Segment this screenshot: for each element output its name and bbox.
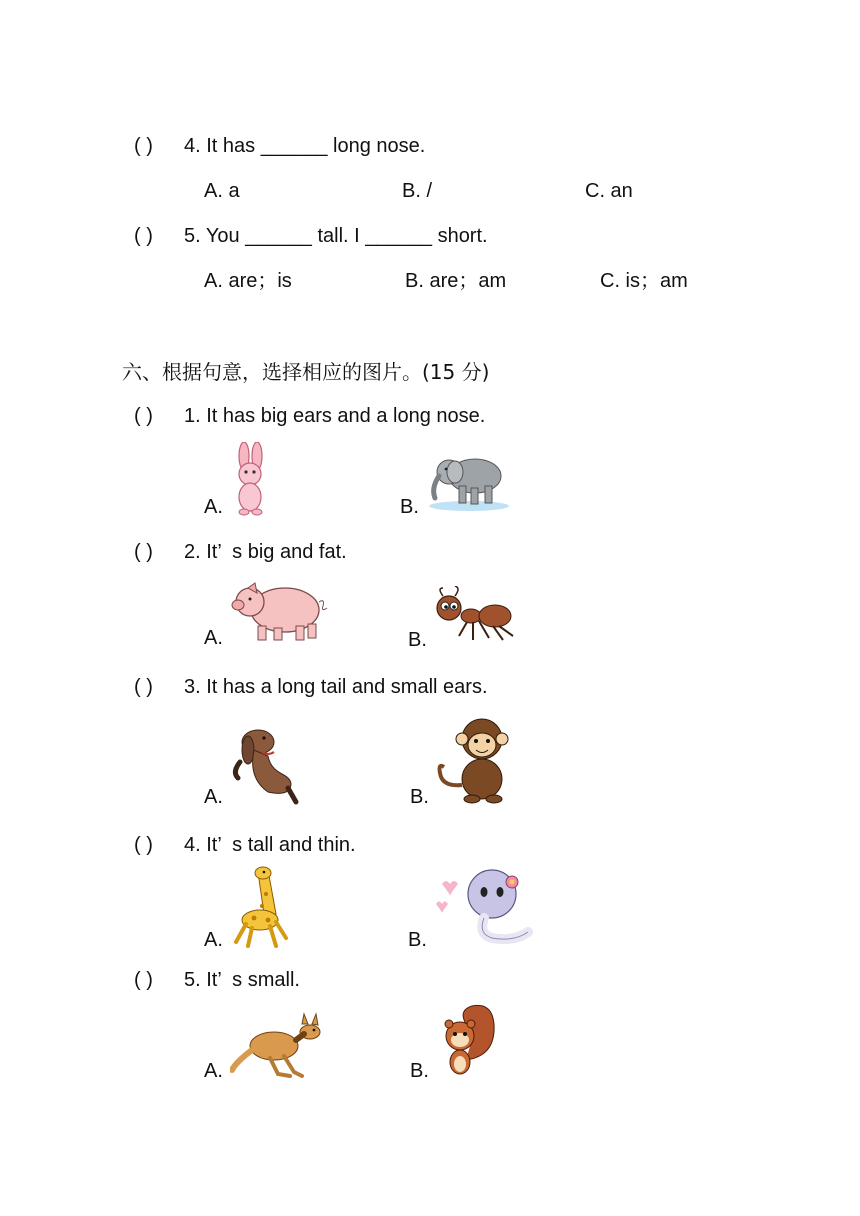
option-a-label: A. [204, 1060, 223, 1082]
giraffe-icon[interactable] [230, 864, 288, 948]
rabbit-icon[interactable] [230, 442, 270, 516]
option-b-label: B. [408, 629, 427, 651]
option-a-label: A. [204, 929, 223, 951]
option-c: C. is；am [600, 270, 688, 292]
monkey-icon[interactable] [436, 715, 514, 805]
answer-blank[interactable]: ( ) [134, 834, 153, 856]
dog-icon[interactable] [228, 722, 300, 806]
question-text: 5. It’ s small. [184, 969, 300, 991]
answer-blank[interactable]: ( ) [134, 225, 153, 247]
option-b-label: B. [400, 496, 419, 518]
question-text: 4. It has ______ long nose. [184, 135, 426, 157]
kangaroo-icon[interactable] [230, 1010, 330, 1080]
squirrel-icon[interactable] [436, 1000, 498, 1080]
ant-icon[interactable] [433, 586, 517, 644]
option-b-label: B. [410, 1060, 429, 1082]
snake-icon[interactable] [432, 864, 536, 950]
option-a-label: A. [204, 496, 223, 518]
option-a-label: A. [204, 627, 223, 649]
option-a: A. are；is [204, 270, 292, 292]
option-b-label: B. [408, 929, 427, 951]
option-c: C. an [585, 180, 633, 202]
answer-blank[interactable]: ( ) [134, 135, 153, 157]
option-a: A. a [204, 180, 240, 202]
question-text: 4. It’ s tall and thin. [184, 834, 356, 856]
answer-blank[interactable]: ( ) [134, 541, 153, 563]
answer-blank[interactable]: ( ) [134, 405, 153, 427]
option-a-label: A. [204, 786, 223, 808]
option-b-label: B. [410, 786, 429, 808]
answer-blank[interactable]: ( ) [134, 676, 153, 698]
answer-blank[interactable]: ( ) [134, 969, 153, 991]
question-text: 5. You ______ tall. I ______ short. [184, 225, 488, 247]
option-b: B. / [402, 180, 433, 202]
section-title: 六、根据句意，选择相应的图片。(15 分) [122, 360, 490, 384]
elephant-icon[interactable] [427, 448, 511, 512]
pig-icon[interactable] [230, 580, 328, 644]
question-text: 1. It has big ears and a long nose. [184, 405, 486, 427]
option-b: B. are；am [405, 270, 507, 292]
question-text: 3. It has a long tail and small ears. [184, 676, 488, 698]
question-text: 2. It’ s big and fat. [184, 541, 347, 563]
